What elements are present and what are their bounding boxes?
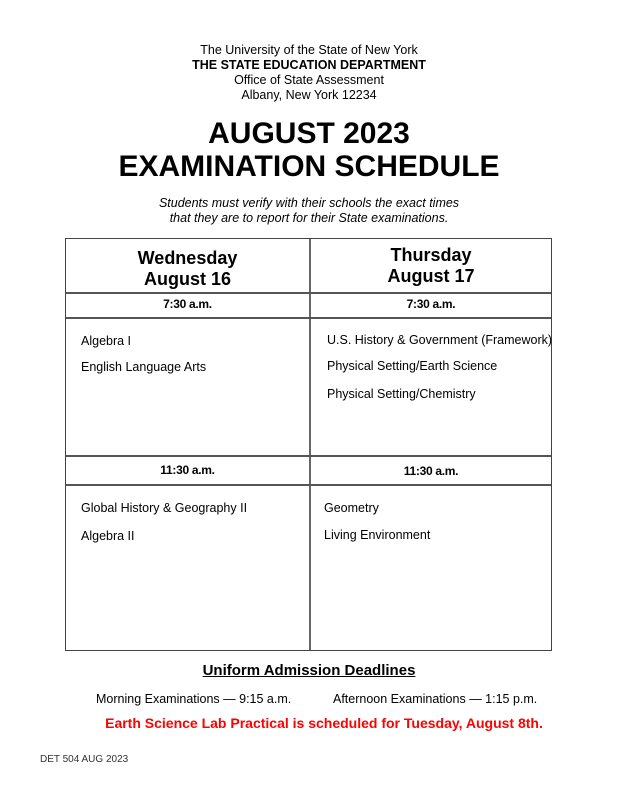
exam-item: Geometry — [324, 501, 379, 515]
afternoon-time-thursday: 11:30 a.m. — [403, 464, 459, 478]
morning-time-thursday: 7:30 a.m. — [406, 297, 456, 311]
lab-practical-notice: Earth Science Lab Practical is scheduled for Tuesday, August 8th. — [105, 715, 543, 731]
university-name: The University of the State of New York — [200, 43, 418, 57]
afternoon-deadline: Afternoon Examinations — 1:15 p.m. — [333, 692, 538, 706]
verify-note-line1: Students must verify with their schools the exact times — [158, 196, 460, 210]
morning-time-wednesday: 7:30 a.m. — [163, 297, 212, 311]
day-weekday: Wednesday — [137, 248, 238, 268]
exam-item: Global History & Geography II — [81, 501, 248, 515]
exam-item: Living Environment — [324, 528, 431, 542]
row-divider — [66, 484, 551, 486]
exam-item: English Language Arts — [81, 360, 207, 374]
day-header-wednesday — [66, 248, 309, 290]
morning-deadline: Morning Examinations — 9:15 a.m. — [96, 692, 292, 706]
afternoon-time-wednesday: 11:30 a.m. — [160, 463, 215, 477]
day-date: August 16 — [143, 269, 231, 289]
verify-note-line2: that they are to report for their State examinations. — [169, 211, 449, 225]
row-divider — [66, 292, 551, 294]
exam-item: Physical Setting/Chemistry — [327, 387, 476, 401]
office-address: Albany, New York 12234 — [241, 88, 377, 102]
exam-schedule-table — [65, 238, 552, 651]
page-title-line1: AUGUST 2023 — [208, 117, 410, 150]
document-code: DET 504 AUG 2023 — [40, 754, 129, 765]
day-header-thursday — [310, 245, 552, 287]
exam-item: Algebra II — [81, 529, 135, 543]
page-title-line2: EXAMINATION SCHEDULE — [118, 150, 500, 183]
department-name: THE STATE EDUCATION DEPARTMENT — [192, 58, 426, 72]
day-weekday: Thursday — [390, 245, 472, 265]
row-divider — [66, 455, 551, 457]
office-name: Office of State Assessment — [234, 73, 384, 87]
exam-item: Algebra I — [81, 334, 132, 348]
exam-item: U.S. History & Government (Framework) — [327, 333, 553, 347]
admission-deadlines-heading: Uniform Admission Deadlines — [202, 662, 416, 679]
row-divider — [66, 317, 551, 319]
exam-item: Physical Setting/Earth Science — [327, 359, 498, 373]
day-date: August 17 — [387, 266, 475, 286]
